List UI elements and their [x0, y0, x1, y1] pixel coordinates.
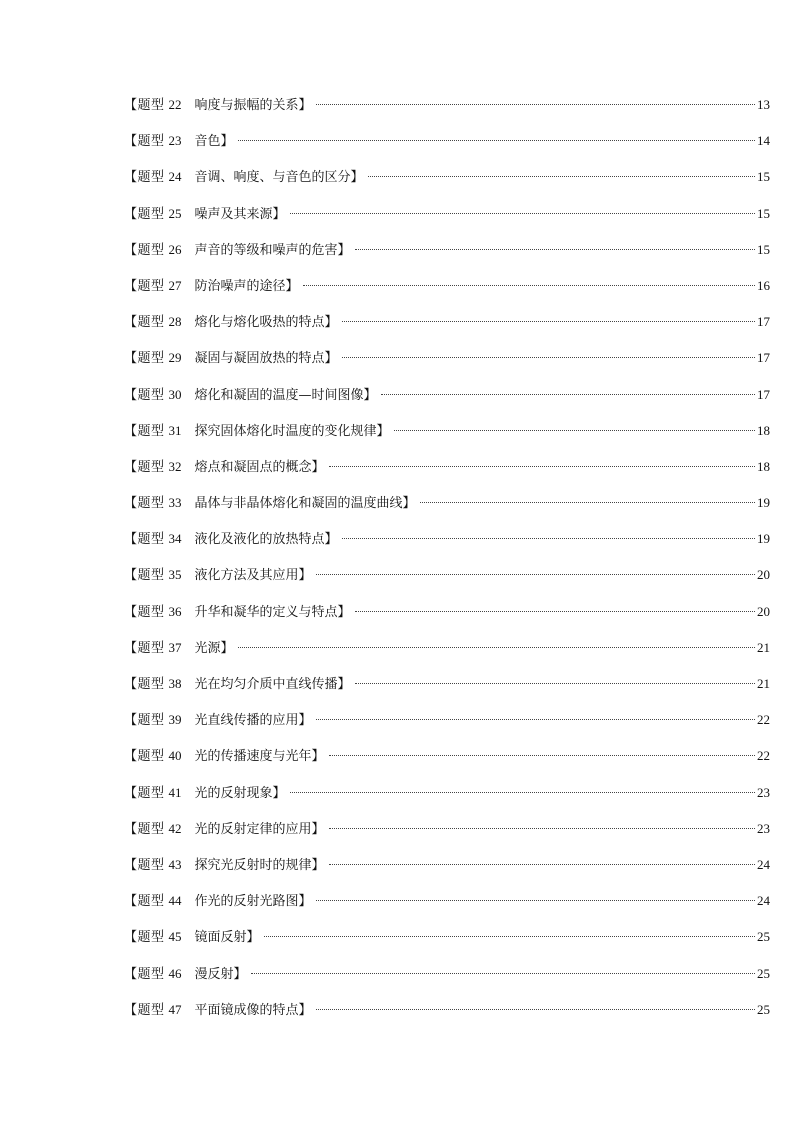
toc-entry-page-number: 14 [757, 133, 770, 149]
toc-entry[interactable] [124, 311, 770, 347]
toc-entry-title: 防治噪声的途径】 [194, 278, 299, 294]
dot-leader [251, 973, 755, 974]
dot-leader [290, 792, 755, 793]
toc-entry[interactable] [124, 166, 770, 202]
toc-entry-title: 光在均匀介质中直线传播】 [194, 677, 351, 692]
toc-entry[interactable] [124, 130, 770, 166]
toc-entry-title: 响度与振幅的关系】 [194, 98, 312, 113]
toc-entry-prefix: 【题型 [124, 459, 165, 475]
toc-entry-label [124, 492, 416, 515]
toc-entry-page-number: 18 [757, 458, 770, 474]
toc-entry-title: 音调、响度、与音色的区分】 [194, 170, 364, 186]
toc-entry-number: 24 [168, 169, 182, 185]
toc-entry-label [124, 456, 325, 479]
toc-entry-label [124, 637, 234, 660]
toc-entry[interactable] [124, 637, 770, 673]
dot-leader [355, 683, 755, 684]
toc-entry-label [124, 673, 351, 696]
toc-entry-prefix: 【题型 [124, 713, 165, 729]
toc-entry-title: 探究光反射时的规律】 [194, 857, 325, 873]
toc-entry-number: 31 [168, 422, 182, 438]
toc-entry[interactable] [124, 94, 770, 130]
toc-entry-label [124, 854, 325, 877]
toc-entry-prefix: 【题型 [124, 785, 165, 801]
toc-entry-title: 光的反射定律的应用】 [194, 821, 325, 837]
toc-entry-page-number: 23 [757, 784, 770, 800]
toc-entry-prefix: 【题型 [124, 677, 165, 692]
toc-entry-title: 探究固体熔化时温度的变化规律】 [194, 423, 390, 439]
toc-entry-label [124, 420, 390, 443]
toc-entry-prefix: 【题型 [124, 1002, 165, 1018]
toc-entry-prefix: 【题型 [124, 894, 165, 910]
dot-leader [342, 321, 755, 322]
dot-leader [355, 611, 755, 612]
toc-entry-title: 熔点和凝固点的概念】 [194, 459, 325, 475]
toc-entry-number: 37 [168, 639, 182, 655]
toc-entry-prefix: 【题型 [124, 134, 165, 150]
toc-entry[interactable] [124, 673, 770, 709]
toc-entry-title: 镜面反射】 [194, 930, 260, 946]
toc-entry-label [124, 818, 325, 841]
toc-entry-title: 音色】 [194, 134, 234, 150]
dot-leader [316, 719, 755, 720]
toc-entry-prefix: 【题型 [124, 423, 165, 439]
toc-entry-page-number: 17 [757, 386, 770, 402]
toc-entry-number: 25 [168, 205, 182, 221]
toc-entry-prefix: 【题型 [124, 640, 165, 656]
toc-entry-prefix: 【题型 [124, 604, 165, 620]
dot-leader [355, 249, 755, 250]
toc-entry-page-number: 22 [757, 748, 770, 764]
toc-entry-title: 凝固与凝固放热的特点】 [194, 351, 338, 367]
toc-entry[interactable] [124, 384, 770, 420]
dot-leader [394, 430, 755, 431]
toc-entry-number: 23 [168, 133, 182, 149]
dot-leader [238, 140, 755, 141]
toc-entry-prefix: 【题型 [124, 206, 165, 222]
toc-entry-label [124, 709, 312, 732]
toc-entry-number: 28 [168, 314, 182, 330]
toc-entry-page-number: 17 [757, 350, 770, 366]
toc-entry-number: 44 [168, 893, 182, 909]
toc-entry-number: 40 [168, 748, 182, 764]
toc-entry-number: 38 [168, 676, 182, 691]
toc-entry-label [124, 275, 299, 298]
toc-entry-page-number: 15 [757, 241, 770, 257]
toc-entry-page-number: 25 [757, 1001, 770, 1017]
toc-entry-title: 漫反射】 [194, 966, 247, 982]
toc-entry-prefix: 【题型 [124, 242, 165, 258]
toc-entry-label [124, 347, 338, 370]
toc-entry-number: 29 [168, 350, 182, 366]
toc-entry-number: 47 [168, 1001, 182, 1017]
toc-entry-prefix: 【题型 [124, 930, 165, 946]
toc-entry-label [124, 130, 234, 153]
toc-entry-title: 作光的反射光路图】 [194, 894, 312, 910]
toc-entry[interactable] [124, 963, 770, 999]
toc-entry[interactable] [124, 564, 770, 600]
toc-entry[interactable] [124, 528, 770, 564]
dot-leader [342, 357, 755, 358]
toc-entry-page-number: 25 [757, 965, 770, 981]
toc-entry-prefix: 【题型 [124, 966, 165, 982]
toc-entry-title: 光的传播速度与光年】 [194, 749, 325, 765]
toc-entry-number: 36 [168, 603, 182, 619]
toc-entry-title: 液化及液化的放热特点】 [194, 532, 338, 548]
toc-entry-page-number: 20 [757, 603, 770, 619]
dot-leader [381, 394, 755, 395]
toc-entry-number: 22 [168, 97, 182, 112]
toc-entry-page-number: 13 [757, 97, 770, 112]
toc-entry-number: 46 [168, 965, 182, 981]
toc-entry-prefix: 【题型 [124, 857, 165, 873]
toc-entry-label [124, 94, 312, 117]
dot-leader [368, 176, 755, 177]
toc-entry[interactable] [124, 890, 770, 926]
toc-entry-number: 43 [168, 856, 182, 872]
toc-entry-label [124, 564, 312, 587]
toc-entry-page-number: 19 [757, 495, 770, 511]
toc-entry-title: 平面镜成像的特点】 [194, 1002, 312, 1018]
toc-entry-label [124, 999, 312, 1022]
toc-entry-label [124, 384, 377, 407]
toc-entry[interactable] [124, 818, 770, 854]
toc-entry[interactable] [124, 239, 770, 275]
toc-entry-label [124, 745, 325, 768]
toc-entry-prefix: 【题型 [124, 315, 165, 331]
toc-entry-page-number: 25 [757, 929, 770, 945]
toc-entry-prefix: 【题型 [124, 496, 165, 512]
toc-entry-page-number: 23 [757, 820, 770, 836]
toc-entry-title: 光的反射现象】 [194, 785, 286, 801]
toc-entry-page-number: 22 [757, 712, 770, 728]
toc-entry-page-number: 21 [757, 676, 770, 691]
toc-entry-label [124, 926, 260, 949]
toc-entry-number: 27 [168, 277, 182, 293]
toc-entry-label [124, 601, 351, 624]
dot-leader [329, 466, 755, 467]
toc-entry[interactable] [124, 745, 770, 781]
toc-entry-title: 噪声及其来源】 [194, 206, 286, 222]
toc-entry-page-number: 15 [757, 205, 770, 221]
toc-entry[interactable] [124, 492, 770, 528]
toc-entry-title: 升华和凝华的定义与特点】 [194, 604, 351, 620]
dot-leader [264, 936, 755, 937]
toc-entry-number: 30 [168, 386, 182, 402]
dot-leader [238, 647, 755, 648]
toc-entry[interactable] [124, 275, 770, 311]
toc-entry[interactable] [124, 420, 770, 456]
toc-entry-number: 26 [168, 241, 182, 257]
toc-entry-title: 光源】 [194, 640, 234, 656]
toc-entry-prefix: 【题型 [124, 749, 165, 765]
toc-entry-prefix: 【题型 [124, 351, 165, 367]
dot-leader [316, 104, 755, 105]
toc-entry[interactable] [124, 926, 770, 962]
toc-entry-title: 液化方法及其应用】 [194, 568, 312, 584]
toc-entry-title: 熔化和凝固的温度—时间图像】 [194, 387, 377, 403]
toc-entry-page-number: 24 [757, 893, 770, 909]
toc-entry-label [124, 963, 247, 986]
toc-entry-number: 33 [168, 495, 182, 511]
toc-entry-label [124, 782, 286, 805]
toc-entry-page-number: 16 [757, 277, 770, 293]
toc-entry-title: 晶体与非晶体熔化和凝固的温度曲线】 [194, 496, 416, 512]
toc-entry-number: 42 [168, 820, 182, 836]
table-of-contents [124, 94, 770, 1035]
toc-entry-number: 32 [168, 458, 182, 474]
toc-entry-number: 41 [168, 784, 182, 800]
toc-entry[interactable] [124, 999, 770, 1035]
dot-leader [316, 574, 755, 575]
toc-entry[interactable] [124, 203, 770, 239]
toc-entry[interactable] [124, 709, 770, 745]
toc-entry-label [124, 311, 338, 334]
toc-entry-prefix: 【题型 [124, 532, 165, 548]
toc-entry-prefix: 【题型 [124, 821, 165, 837]
toc-entry[interactable] [124, 601, 770, 637]
dot-leader [316, 1009, 755, 1010]
toc-entry-prefix: 【题型 [124, 170, 165, 186]
toc-entry-label [124, 239, 351, 262]
dot-leader [303, 285, 755, 286]
toc-entry-number: 45 [168, 929, 182, 945]
dot-leader [329, 864, 755, 865]
toc-entry[interactable] [124, 347, 770, 383]
toc-entry-label [124, 528, 338, 551]
toc-entry-label [124, 203, 286, 226]
toc-entry-title: 熔化与熔化吸热的特点】 [194, 315, 338, 331]
dot-leader [342, 538, 755, 539]
dot-leader [316, 900, 755, 901]
toc-entry-page-number: 15 [757, 169, 770, 185]
toc-entry-number: 35 [168, 567, 182, 583]
toc-entry-page-number: 24 [757, 856, 770, 872]
toc-entry[interactable] [124, 782, 770, 818]
toc-entry-label [124, 166, 364, 189]
toc-entry-title: 光直线传播的应用】 [194, 713, 312, 729]
dot-leader [290, 213, 755, 214]
toc-entry[interactable] [124, 854, 770, 890]
toc-entry-prefix: 【题型 [124, 98, 165, 113]
toc-entry-page-number: 18 [757, 422, 770, 438]
toc-entry-label [124, 890, 312, 913]
dot-leader [329, 755, 755, 756]
toc-entry[interactable] [124, 456, 770, 492]
toc-entry-page-number: 17 [757, 314, 770, 330]
toc-entry-page-number: 19 [757, 531, 770, 547]
dot-leader [420, 502, 755, 503]
toc-entry-title: 声音的等级和噪声的危害】 [194, 242, 351, 258]
toc-entry-prefix: 【题型 [124, 278, 165, 294]
toc-entry-prefix: 【题型 [124, 387, 165, 403]
toc-entry-number: 34 [168, 531, 182, 547]
toc-entry-page-number: 20 [757, 567, 770, 583]
dot-leader [329, 828, 755, 829]
toc-entry-page-number: 21 [757, 639, 770, 655]
toc-entry-prefix: 【题型 [124, 568, 165, 584]
toc-entry-number: 39 [168, 712, 182, 728]
